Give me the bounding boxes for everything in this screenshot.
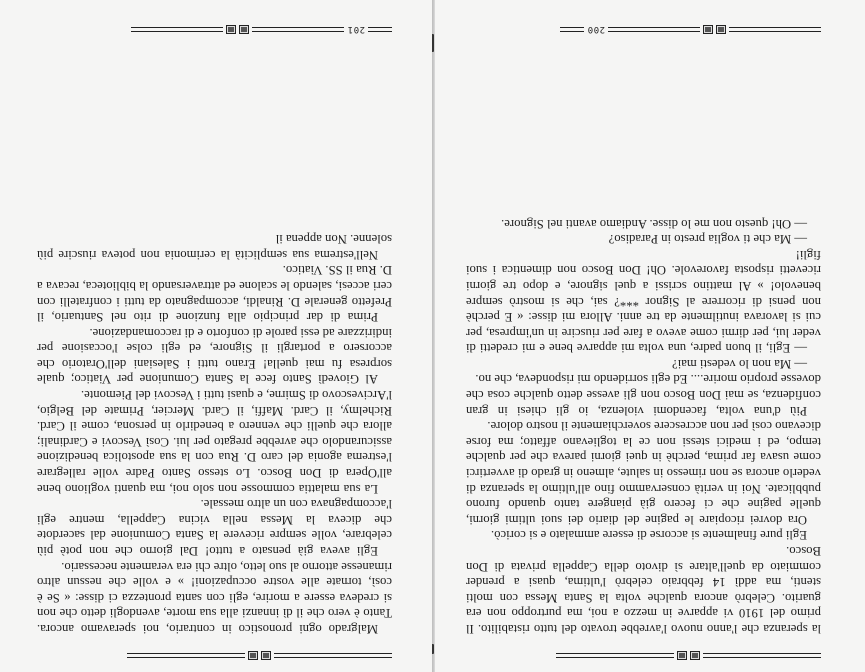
paragraph: — Ma non lo vedesti mai? [672,356,807,371]
ornament-box-icon [690,651,700,660]
ornament-box-icon [248,651,258,660]
paragraph: — Ma che ti voglia presto in Paradiso? [608,232,807,247]
left-page-text [466,215,821,636]
page-number: 200 [587,24,605,35]
paragraph: Nell'estrema sua semplicità la cerimonia non poteva riuscire più solenne. Non appena il [37,232,392,262]
ornament-box-icon [703,25,713,34]
paragraph: Ora dovrei ricopiare le pagine del diario dei suoi ultimi giorni, quelle pagine che ci fecero già piangere tanto quando furono pubblicate. Noi in verità conservammo fino all'ultimo la speranza di vederlo ancora se non rimesso in salute, almeno in grado di avvertirci come usava far prima, perchè in quei giorni pareva che per qualche tempo, ed i medici stessi non ce la toglievano affatto; ma forse dicevano così per non accrescere soverchiamente il nostro dolore. [466,419,821,527]
paragraph: La sua malattia commosse non solo noi, ma quanti vogliono bene all'Opera di Don Bosco. Lo stesso Santo Padre volle rallegrare l'estrema agonia del caro D. Rua con la sua apostolica benedizione assicurandolo che avrebbe pregato per lui. Così Vescovi e Cardinali; allora che quelli che vennero a benedirlo in persona, come il Card. Richelmy, il Card. Maffi, il Card. Mercier, Primate del Belgio, l'Arcivescovo di Smirne, e quasi tutti i Vescovi del Piemonte. [37,388,392,496]
paragraph: Egli pure finalmente si accorse di essere ammalato e si coricò. [490,528,807,543]
right-page [0,0,432,672]
right-page-text [37,231,392,636]
footer-ornament [131,25,392,34]
ornament-box-icon [716,25,726,34]
ornament-box-icon [239,25,249,34]
paragraph: Prima di dar principio alla funzione di rito nel Santuario, il Prefetto generale D. Rinaldi, accompagnato da tutti i confratelli con ceri accesi, salendo le scalone ed attraversando la biblioteca, recava a D. Rua il SS. Viatico. [37,263,392,325]
paragraph: Più d'una volta, facendomi violenza, io gli chiesi in gran confidenza, se mai Don Bosco non gli avesse detto qualche cosa che dovesse proprio morire.... Ed egli sorridendo mi rispondeva, che no. [466,372,821,418]
paragraph: la speranza che l'anno nuovo l'avrebbe trovato del tutto ristabilito. Il primo del 1910 vi apparve in mezzo a noi, ma purtroppo non era guarito. Celebrò ancora qualche volta la Santa Messa con molti stenti, ma addì 14 febbraio celebrò l'ultima, quasi a prender commiato da quell'altare sì divoto della Cappella privata di Don Bosco. [466,544,821,636]
paragraph: Malgrado ogni pronostico in contrario, noi speravamo ancora. Tanto è vero che il dì innanzi alla sua morte, avendogli detto che non si credeva essere a morire, egli con santa prontezza ci disse: « Se è così, tornate alle vostre occupazioni! » e volle che nessun altro rimanesse attorno al suo letto, oltre chi era veramente necessario. [37,559,392,636]
header-ornament [556,651,821,660]
footer-ornament [560,25,821,34]
paragraph: Al Giovedì Santo fece la Santa Comunione per Viatico; quale sorpresa fu mai quella! Erano tutti i Salesiani dell'Oratorio che accorsero a portargli il Signore, ed egli colse l'occasione per indirizzare ad essi parole di conforto e di raccomandazione. [37,325,392,387]
paragraph: — Oh! questo non me lo disse. Andiamo avanti nel Signore. [501,216,807,231]
ornament-box-icon [677,651,687,660]
header-ornament [127,651,392,660]
ornament-box-icon [261,651,271,660]
left-page [433,0,865,672]
ornament-box-icon [226,25,236,34]
paragraph: Egli aveva già pensato a tutto! Dal giorno che non potè più celebrare, volle sempre ricevere la Santa Comunione dal sacerdote che diceva la Messa nella vicina Cappella, mentre egli l'accompagnava con un altro messale. [37,497,392,559]
paragraph: — Egli, il buon padre, una volta mi apparve bene e mi credetti di veder lui, per dirmi come avevo a fare per riuscire in un'impresa, per cui si lavorava inutilmente da tre anni. Allora mi disse: « E perchè non pensi di ricorrere al Signor ***? sai, che si mostrò sempre benevolo! » Al mattino scrissi a quel signore, e dopo tre giorni ricevetti risposta favorevole. Oh! Don Bosco non dimentica i suoi figli! [466,247,821,356]
page-number: 201 [347,24,365,35]
